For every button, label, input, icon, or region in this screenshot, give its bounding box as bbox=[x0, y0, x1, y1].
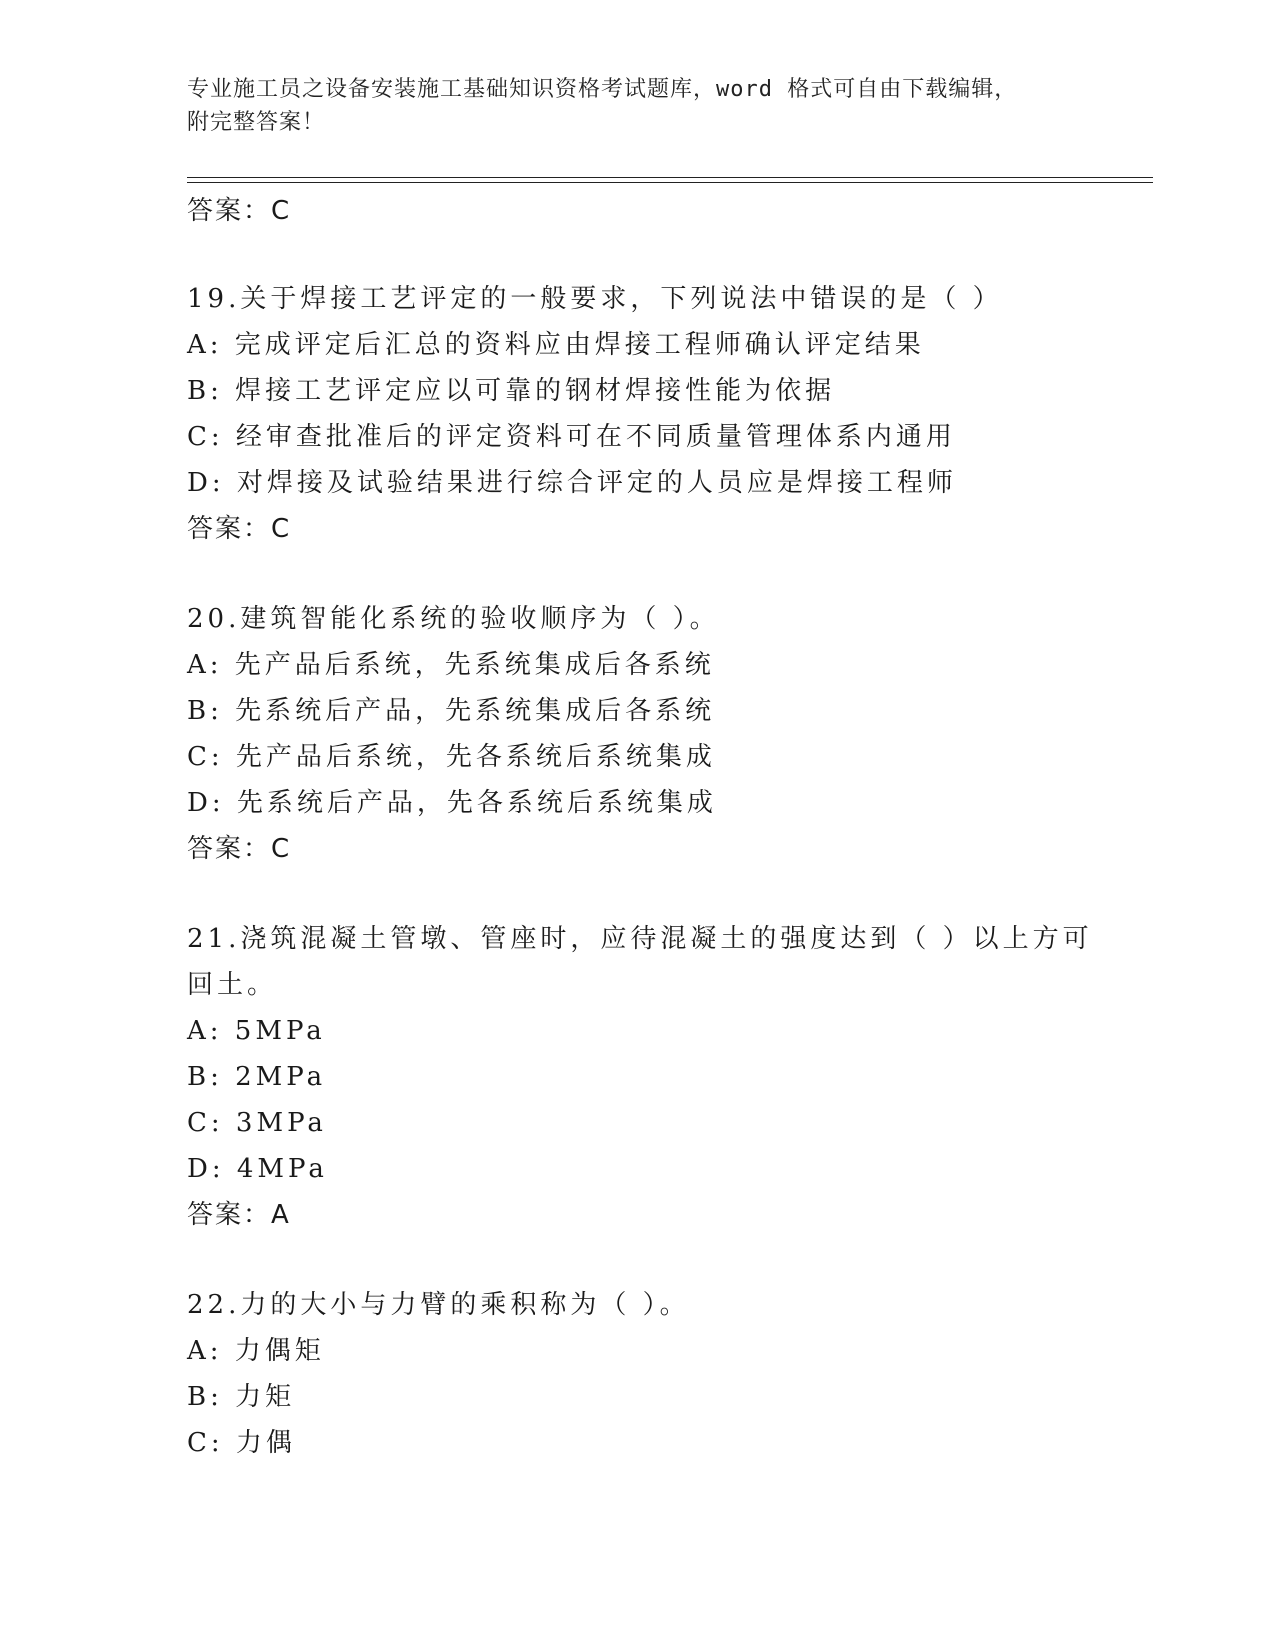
option-c: C: 经审查批准后的评定资料可在不同质量管理体系内通用 bbox=[187, 422, 956, 452]
previous-answer: 答案：C bbox=[187, 196, 292, 226]
question-stem: 22.力的大小与力臂的乘积称为（ ）。 bbox=[187, 1290, 690, 1320]
header-line-1: 专业施工员之设备安装施工基础知识资格考试题库，word 格式可自由下载编辑， bbox=[187, 77, 1018, 102]
question-19 bbox=[187, 276, 1153, 552]
question-stem: 20.建筑智能化系统的验收顺序为（ ）。 bbox=[187, 604, 720, 634]
answer: 答案：C bbox=[187, 834, 292, 864]
answer: 答案：A bbox=[187, 1200, 291, 1230]
question-22 bbox=[187, 1282, 1153, 1466]
document-header bbox=[187, 73, 1087, 139]
option-b: B: 力矩 bbox=[187, 1382, 296, 1412]
option-d: D: 先系统后产品，先各系统后系统集成 bbox=[187, 788, 717, 818]
option-a: A: 完成评定后汇总的资料应由焊接工程师确认评定结果 bbox=[187, 330, 925, 360]
option-c: C: 先产品后系统，先各系统后系统集成 bbox=[187, 742, 716, 772]
option-a: A: 5MPa bbox=[187, 1016, 326, 1046]
option-b: B: 焊接工艺评定应以可靠的钢材焊接性能为依据 bbox=[187, 376, 836, 406]
question-stem: 21.浇筑混凝土管墩、管座时，应待混凝土的强度达到（ ）以上方可 bbox=[187, 924, 1093, 954]
option-b: B: 2MPa bbox=[187, 1062, 327, 1092]
option-a: A: 力偶矩 bbox=[187, 1336, 325, 1366]
question-stem-continued: 回土。 bbox=[187, 970, 278, 1000]
option-d: D: 4MPa bbox=[187, 1154, 328, 1184]
answer: 答案：C bbox=[187, 514, 292, 544]
option-c: C: 力偶 bbox=[187, 1428, 296, 1458]
option-d: D: 对焊接及试验结果进行综合评定的人员应是焊接工程师 bbox=[187, 468, 957, 498]
header-divider-bottom bbox=[187, 182, 1153, 183]
option-a: A: 先产品后系统，先系统集成后各系统 bbox=[187, 650, 715, 680]
question-20 bbox=[187, 596, 1153, 872]
question-stem: 19.关于焊接工艺评定的一般要求，下列说法中错误的是（ ） bbox=[187, 284, 1003, 314]
option-c: C: 3MPa bbox=[187, 1108, 327, 1138]
header-divider-top bbox=[187, 177, 1153, 178]
header-line-2: 附完整答案！ bbox=[187, 110, 326, 135]
option-b: B: 先系统后产品，先系统集成后各系统 bbox=[187, 696, 716, 726]
question-21 bbox=[187, 916, 1153, 1238]
question-list bbox=[187, 188, 1153, 1466]
